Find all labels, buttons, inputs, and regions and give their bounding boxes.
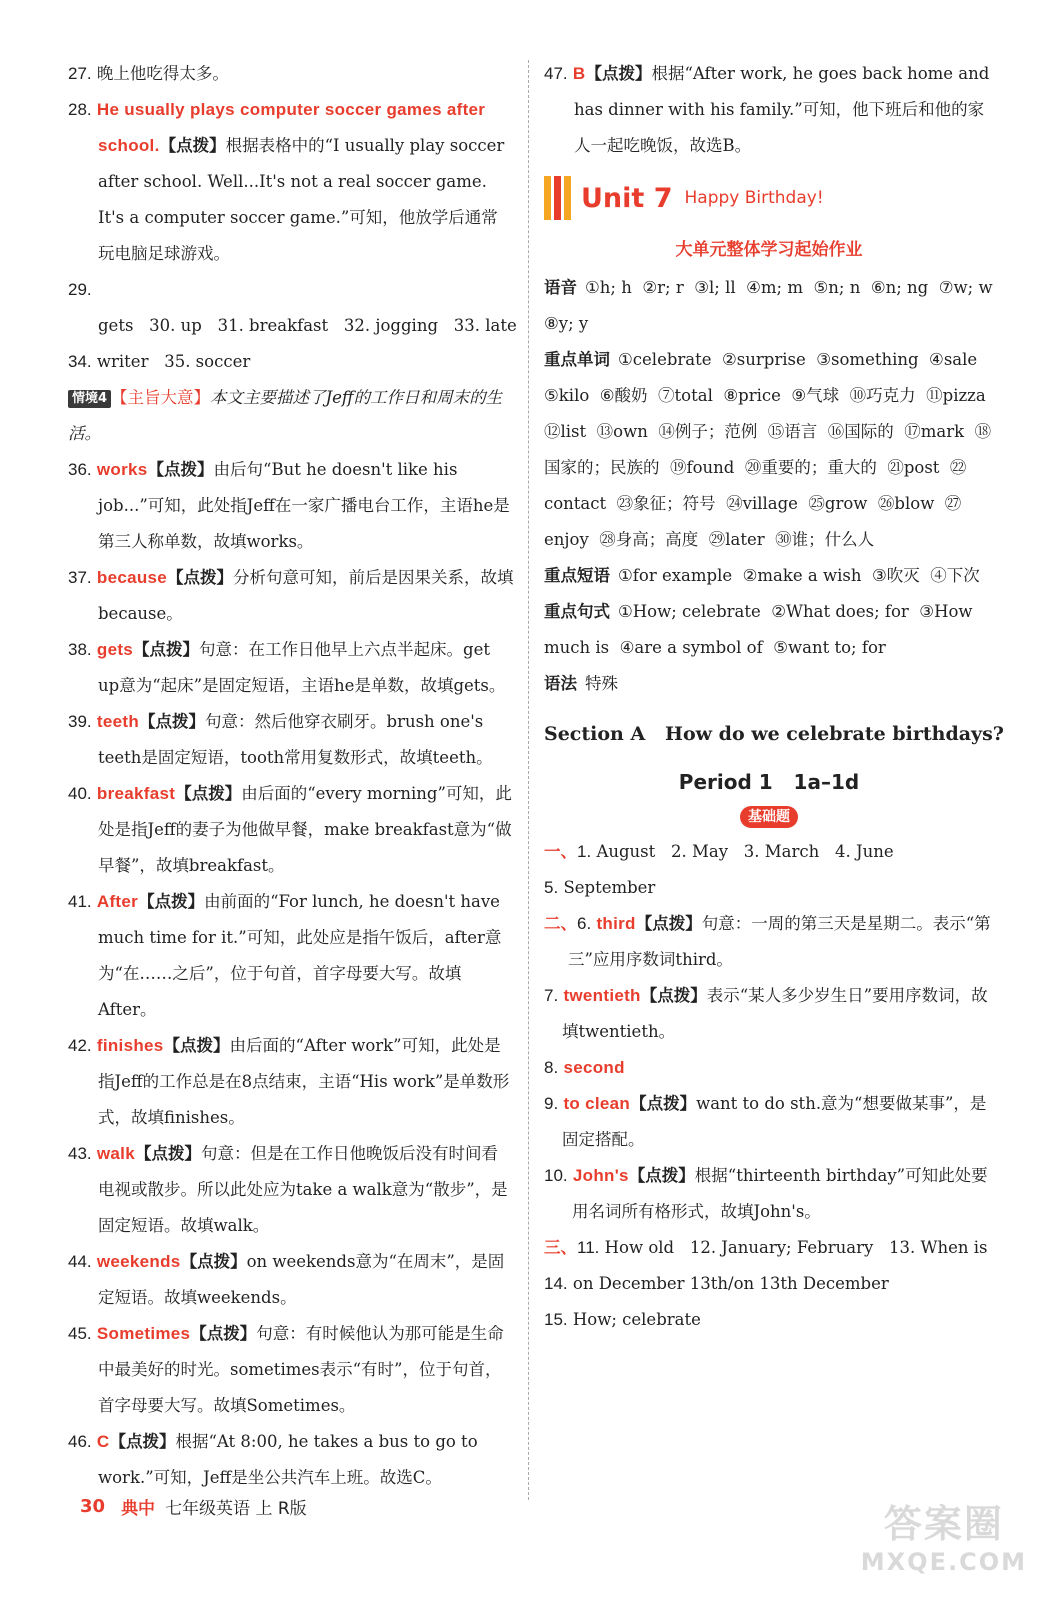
- page-number: 30: [80, 1496, 106, 1517]
- answer-46: 46. C【点拨】根据“At 8:00, he takes a bus to go to work.”可知，Jeff是坐公共汽车上班。故选C。: [68, 1432, 478, 1487]
- answer-29-33: 29. gets 30. up 31. breakfast 32. jogging 33. late: [68, 280, 517, 335]
- answer-41: 41. After【点拨】由前面的“For lunch, he doesn't have much time for it.”可知，此处应是指午饭后，after意为“在……之后”，位于句首，首字母要大写。故填After。: [68, 892, 502, 1019]
- key-words-answers: 重点单词 ①celebrate ②surprise ③something ④sale ⑤kilo ⑥酸奶 ⑦total ⑧price ⑨气球 ⑩巧克力 ⑪pizza ⑫list ⑬own ⑭例子；范例 ⑮语言 ⑯国际的 ⑰mark ⑱国家的；民族的 ⑲found ⑳重要的；重大的 ㉑post ㉒contact ㉓象征；符号 ㉔village ㉕grow ㉖blow ㉗enjoy ㉘身高；高度 ㉙later ㉚谁；什么人: [544, 350, 997, 549]
- answer-27: 27. 晚上他吃得太多。: [68, 64, 229, 83]
- answer-40: 40. breakfast【点拨】由后面的“every morning”可知，此处是指Jeff的妻子为他做早餐，make breakfast意为“做早餐”，故填breakfast。: [68, 784, 512, 875]
- brand-logo: 典中: [121, 1499, 156, 1519]
- answer-14: 14. on December 13th/on 13th December: [544, 1274, 889, 1293]
- answer-44: 44. weekends【点拨】on weekends意为“在周末”，是固定短语。故填weekends。: [68, 1252, 505, 1307]
- answer-10: 10. John's【点拨】根据“thirteenth birthday”可知此处要用名词所有格形式，故填John's。: [544, 1166, 988, 1221]
- answer-28: 28. He usually plays computer soccer games after school.【点拨】根据表格中的“I usually play soccer after school. Well...It's not a real soccer game. It's a computer soccer game.”可知，他放学后通常玩电脑足球游戏。: [68, 100, 505, 263]
- answer-38: 38. gets【点拨】句意：在工作日他早上六点半起床。get up意为“起床”是固定短语，主语he是单数，故填gets。: [68, 640, 506, 695]
- answer-42: 42. finishes【点拨】由后面的“After work”可知，此处是指Jeff的工作总是在8点结束，主语“His work”是单数形式，故填finishes。: [68, 1036, 510, 1127]
- answer-1-4: 一、1. August 2. May 3. March 4. June: [544, 842, 894, 861]
- context-badge: 情境4: [68, 390, 111, 408]
- book-title: 七年级英语 上 R版: [165, 1499, 307, 1519]
- watermark-logo: 答案圈 MXQE.COM: [860, 1502, 1027, 1576]
- answer-11-13: 三、11. How old 12. January; February 13. When is: [544, 1238, 988, 1257]
- answer-15: 15. How; celebrate: [544, 1310, 701, 1329]
- answer-7: 7. twentieth【点拨】表示“某人多少岁生日”要用序数词，故填twentieth。: [544, 986, 988, 1041]
- column-divider: [528, 60, 529, 1500]
- answer-9: 9. to clean【点拨】want to do sth.意为“想要做某事”，是固定搭配。: [544, 1094, 987, 1149]
- unit-header: [544, 170, 994, 226]
- answer-34-35: 34. writer 35. soccer: [68, 352, 251, 371]
- key-phrases-answers: 重点短语 ①for example ②make a wish ③吹灭 ④下次: [544, 566, 980, 585]
- unit-title: Unit 7: [581, 182, 673, 214]
- answer-45: 45. Sometimes【点拨】句意：有时候他认为那可能是生命中最美好的时光。sometimes表示“有时”，位于句首，首字母要大写。故填Sometimes。: [68, 1324, 504, 1415]
- unit-stripes-icon: [544, 176, 571, 220]
- left-column: [68, 56, 517, 1496]
- section-a-title: Section A How do we celebrate birthdays?: [544, 723, 1004, 745]
- basic-questions-badge: 基础题: [740, 806, 798, 828]
- unit-subtitle: Happy Birthday!: [684, 188, 824, 208]
- answer-47: 47. B【点拨】根据“After work, he goes back home and has dinner with his family.”可知，他下班后和他的家人一起吃晚饭，故选B。: [544, 64, 990, 155]
- section-heading: 大单元整体学习起始作业: [675, 240, 863, 260]
- phonetics-answers: 语音 ①h; h ②r; r ③l; ll ④m; m ⑤n; n ⑥n; ng ⑦w; w ⑧y; y: [544, 278, 1004, 333]
- answer-39: 39. teeth【点拨】句意：然后他穿衣刷牙。brush one's teeth是固定短语，tooth常用复数形式，故填teeth。: [68, 712, 493, 767]
- page-footer: [80, 1494, 307, 1519]
- answer-6: 二、6. third【点拨】句意：一周的第三天是星期二。表示“第三”应用序数词third。: [544, 914, 991, 969]
- key-sentences-answers: 重点句式 ①How; celebrate ②What does; for ③How much is ④are a symbol of ⑤want to; for: [544, 602, 978, 657]
- period-title: Period 1 1a–1d: [678, 770, 860, 794]
- right-column: [544, 56, 1004, 1338]
- grammar-answer: 语法 特殊: [544, 674, 618, 693]
- answer-36: 36. works【点拨】由后句“But he doesn't like his job...”可知，此处指Jeff在一家广播电台工作，主语he是第三人称单数，故填works。: [68, 460, 510, 551]
- answer-43: 43. walk【点拨】句意：但是在工作日他晚饭后没有时间看电视或散步。所以此处应为take a walk意为“散步”，是固定短语。故填walk。: [68, 1144, 508, 1235]
- answer-37: 37. because【点拨】分析句意可知，前后是因果关系，故填because。: [68, 568, 514, 623]
- context-4-summary: 情境4 【主旨大意】本文主要描述了Jeff的工作日和周末的生活。: [68, 388, 503, 443]
- answer-8: 8. second: [544, 1058, 625, 1077]
- answer-5: 5. September: [544, 878, 656, 897]
